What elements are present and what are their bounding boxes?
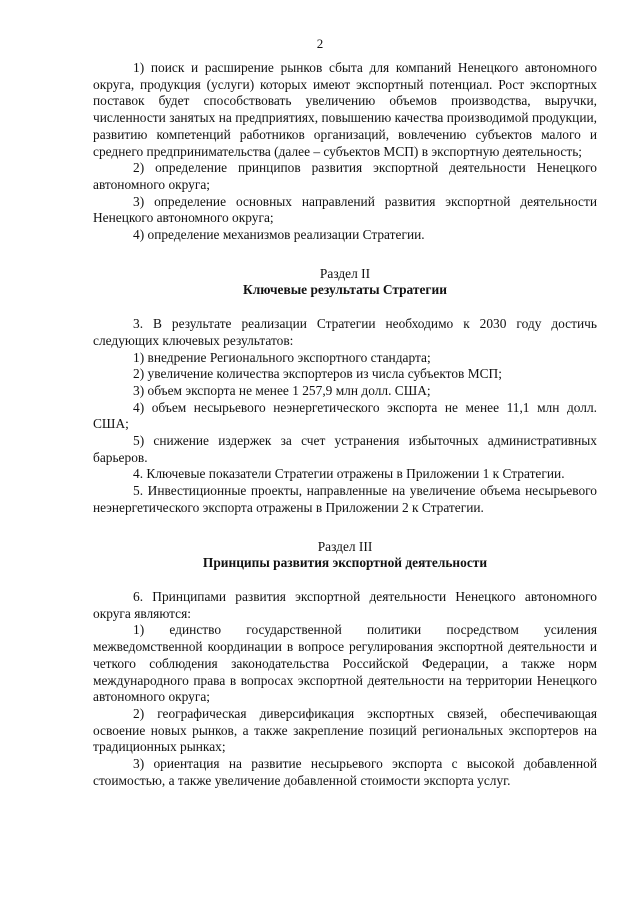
section-3-paragraph: 6. Принципами развития экспортной деятельности Ненецкого автономного округа являются: xyxy=(93,588,597,621)
section-2-label: Раздел II xyxy=(319,265,371,281)
section-3-paragraph: 2) географическая диверсификация экспортных связей, обеспечивающая освоение новых рынков, а также закрепление позиций региональных экспортеров на традиционных рынках; xyxy=(93,705,597,755)
section-2-paragraph: 1) внедрение Регионального экспортного стандарта; xyxy=(133,349,431,365)
section-3-paragraph: 1) единство государственной политики посредством усиления межведомственной координации в вопросе регулирования экспортной деятельности и четкого соблюдения законодательства Российской Федерации, а также норм международного права в вопросах экспортной деятельности на территории Ненецкого автономного округа; xyxy=(93,622,597,705)
intro-item: 2) определение принципов развития экспортной деятельности Ненецкого автономного округа; xyxy=(93,160,597,192)
intro-item: 4) определение механизмов реализации Стратегии. xyxy=(133,227,425,243)
document-body xyxy=(93,60,597,789)
section-3-label: Раздел III xyxy=(317,538,373,554)
section-2-paragraph: 5) снижение издержек за счет устранения избыточных административных барьеров. xyxy=(93,433,597,465)
section-2-paragraph: 4) объем несырьевого неэнергетического экспорта не менее 11,1 млн долл. США; xyxy=(93,399,597,432)
section-2-paragraph: 2) увеличение количества экспортеров из числа субъектов МСП; xyxy=(133,366,502,382)
section-2-paragraph: 5. Инвестиционные проекты, направленные на увеличение объема несырьевого неэнергетического экспорта отражены в Приложении 2 к Стратегии. xyxy=(93,483,597,515)
section-2-paragraph: 3) объем экспорта не менее 1 257,9 млн долл. США; xyxy=(133,382,431,398)
section-2-paragraph: 4. Ключевые показатели Стратегии отражены в Приложении 1 к Стратегии. xyxy=(133,466,565,482)
section-2-title: Ключевые результаты Стратегии xyxy=(243,282,447,298)
intro-item: 3) определение основных направлений развития экспортной деятельности Ненецкого автономного округа; xyxy=(93,193,597,226)
intro-item: 1) поиск и расширение рынков сбыта для компаний Ненецкого автономного округа, продукция (услуги) которых имеют экспортный потенциал. Рост экспортных поставок будет способствовать увеличению объемов производства, выручки, численности занятых на предприятиях, повышению качества производимой продукции, развитию компетенций работников организаций, вовлечению субъектов малого и среднего предпринимательства (далее – субъектов МСП) в экспортную деятельность; xyxy=(93,60,597,159)
section-3-paragraph: 3) ориентация на развитие несырьевого экспорта с высокой добавленной стоимостью, а также увеличение добавленной стоимости экспорта услуг. xyxy=(93,756,597,788)
section-3-title: Принципы развития экспортной деятельности xyxy=(202,555,488,571)
page-number: 2 xyxy=(316,36,324,51)
section-2-paragraph: 3. В результате реализации Стратегии необходимо к 2030 году достичь следующих ключевых результатов: xyxy=(93,316,597,348)
